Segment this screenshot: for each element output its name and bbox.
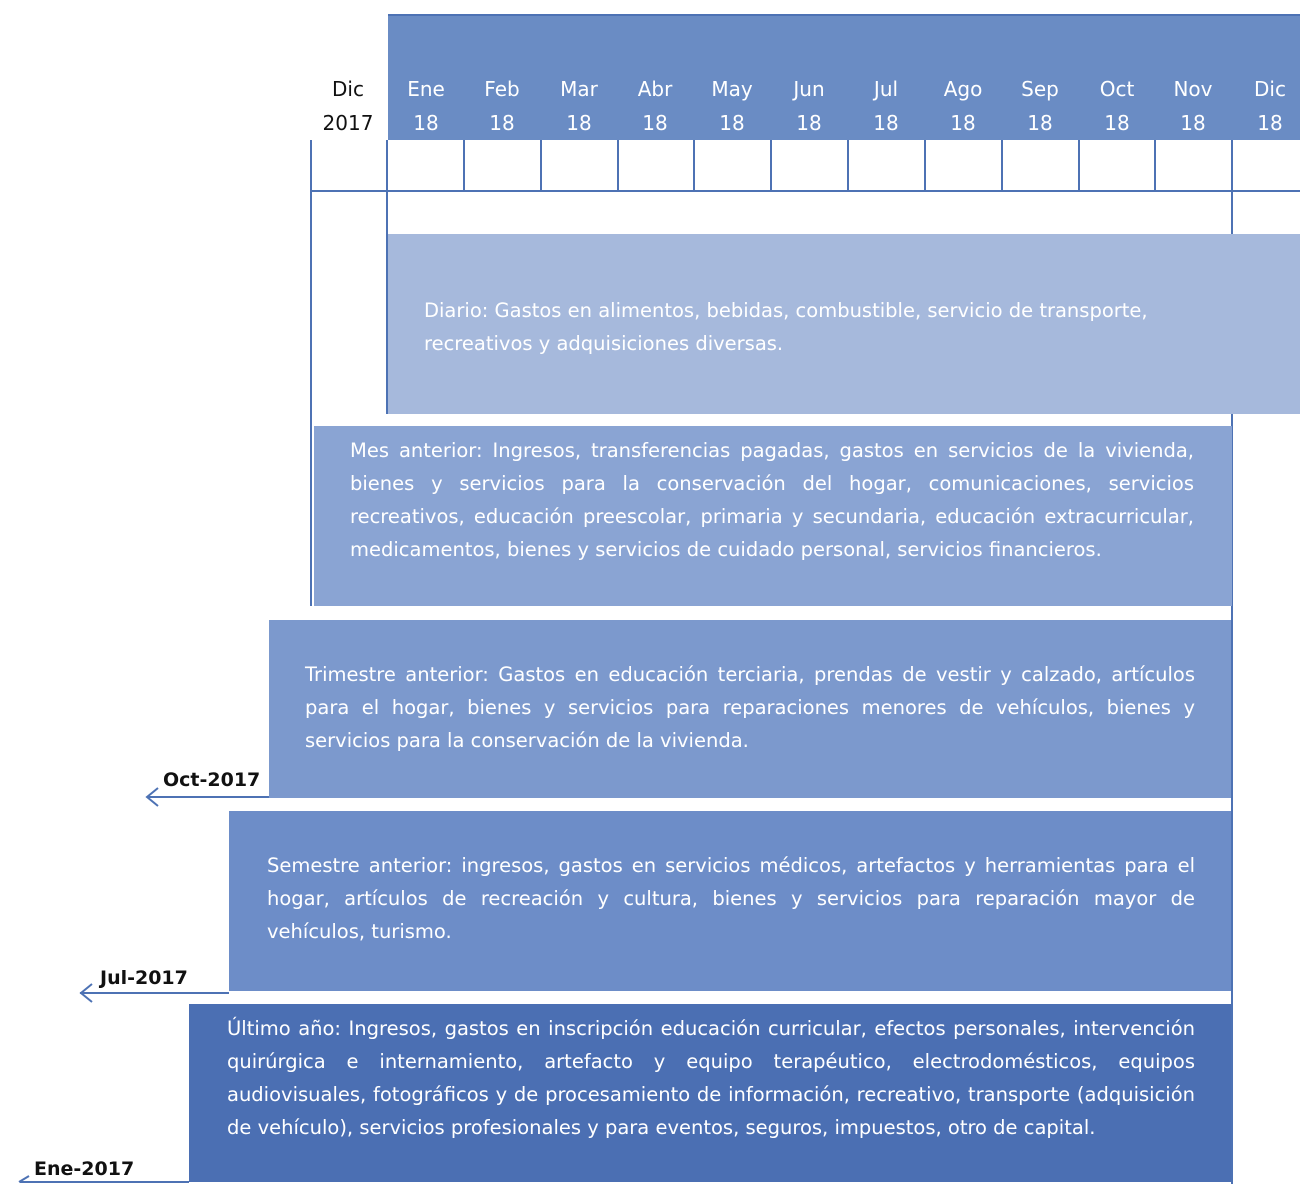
period-year-text: Último año: Ingresos, gastos en inscripción educación curricular, efectos personales, intervención quirúrgica e internamiento, artefacto y equipo terapéutico, electrodomésticos, equipos audiovisuales, fotográficos y de procesamiento de información, recreativo, transporte (adquisición de vehículo), servicios profesionales y para eventos, seguros, impuestos, otro de capital.: [227, 1017, 1195, 1139]
period-quarter-text: Trimestre anterior: Gastos en educación terciaria, prendas de vestir y calzado, artículos para el hogar, bienes y servicios para reparaciones menores de vehículos, bienes y servicios para la conservación de la vivienda.: [305, 663, 1195, 752]
start-month: Dic: [332, 77, 364, 101]
month-year: 18: [566, 111, 592, 135]
month-year: 18: [873, 111, 899, 135]
month-name: Ago: [943, 77, 983, 101]
month-year: 18: [1180, 111, 1206, 135]
month-year: 18: [1027, 111, 1053, 135]
month-year: 18: [950, 111, 976, 135]
month-year: 18: [1257, 111, 1283, 135]
month-name: Sep: [1021, 77, 1059, 101]
month-name: Ene: [407, 77, 445, 101]
month-name: Oct: [1099, 77, 1135, 101]
month-year: 18: [489, 111, 515, 135]
month-name: Jun: [793, 77, 825, 101]
jul-2017-label: Jul-2017: [100, 967, 188, 989]
month-year: 18: [413, 111, 439, 135]
month-name: Dic: [1254, 77, 1286, 101]
oct-2017-label: Oct-2017: [163, 769, 261, 791]
month-year: 18: [1104, 111, 1130, 135]
month-year: 18: [642, 111, 668, 135]
month-name: May: [711, 77, 753, 101]
month-name: Mar: [560, 77, 598, 101]
period-semester-text: Semestre anterior: ingresos, gastos en servicios médicos, artefactos y herramientas para el hogar, artículos de recreación y cultura, bienes y servicios para reparación mayor de vehículos, turismo.: [267, 854, 1195, 943]
month-year: 18: [796, 111, 822, 135]
month-year: 18: [719, 111, 745, 135]
month-name: Nov: [1173, 77, 1213, 101]
period-daily-text: Diario: Gastos en alimentos, bebidas, combustible, servicio de transporte, recreativos y adquisiciones diversas.: [424, 299, 1148, 355]
month-name: Feb: [484, 77, 520, 101]
ene-2017-label: Ene-2017: [34, 1158, 135, 1180]
period-month-text: Mes anterior: Ingresos, transferencias pagadas, gastos en servicios de la vivienda, bienes y servicios para la conservación del hogar, comunicaciones, servicios recreativos, educación preescolar, primaria y secundaria, educación extracurricular, medicamentos, bienes y servicios de cuidado personal, servicios financieros.: [350, 439, 1194, 561]
month-name: Jul: [873, 77, 899, 101]
start-year: 2017: [322, 111, 374, 135]
month-name: Abr: [637, 77, 673, 101]
